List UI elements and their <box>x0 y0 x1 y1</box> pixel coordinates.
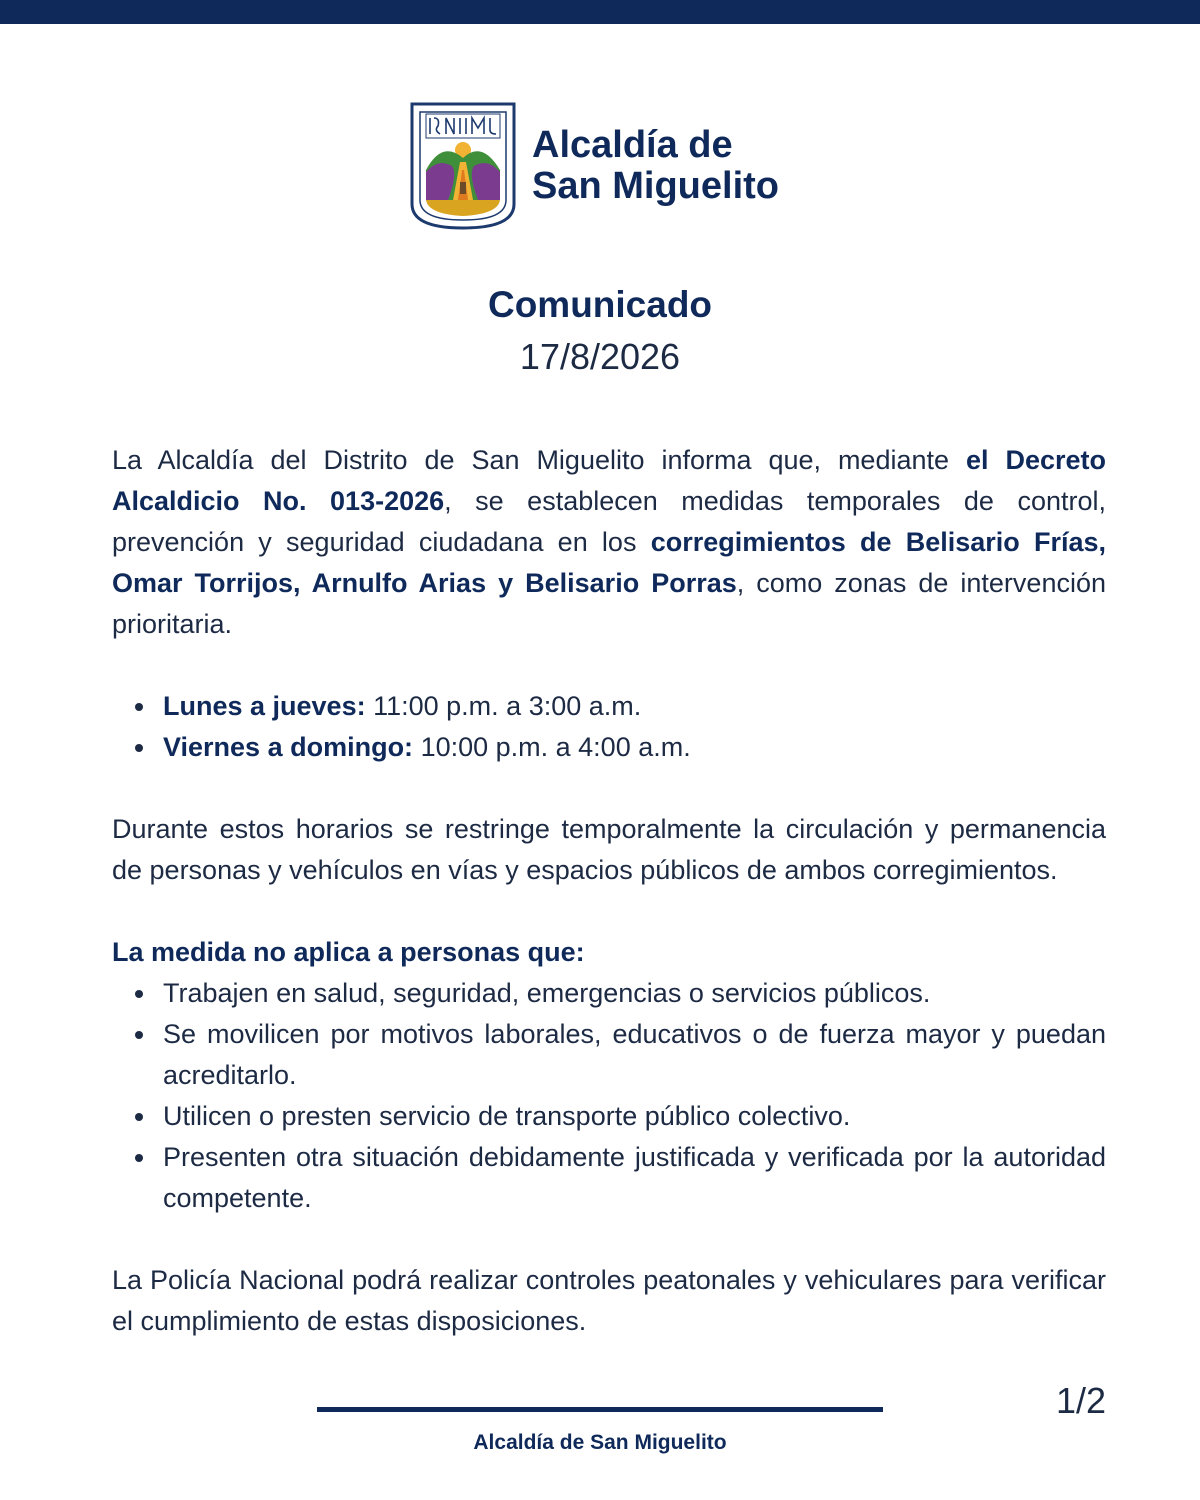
restriction-paragraph: Durante estos horarios se restringe temporalmente la circulación y permanencia de personas y vehículos en vías y espacios públicos de ambos corregimientos. <box>112 814 1106 885</box>
schedule-item <box>112 686 1106 727</box>
top-bar <box>0 0 1200 24</box>
schedule-value: 10:00 p.m. a 4:00 a.m. <box>413 732 691 762</box>
schedule-label: Viernes a domingo: <box>163 732 414 762</box>
document-body <box>112 440 1106 1342</box>
schedule-value: 11:00 p.m. a 3:00 a.m. <box>365 691 642 721</box>
schedule-label: Lunes a jueves: <box>163 691 366 721</box>
footer-divider <box>317 1407 883 1412</box>
header-title-line1: Alcaldía de <box>532 124 733 166</box>
header-title-line2: San Miguelito <box>532 165 779 207</box>
header-title <box>532 125 779 207</box>
intro-text-1: La Alcaldía del Distrito de San Miguelito informa que, mediante <box>112 445 966 475</box>
police-paragraph: La Policía Nacional podrá realizar controles peatonales y vehiculares para verificar el cumplimiento de estas disposiciones. <box>112 1265 1106 1336</box>
decree-reference: el Decreto Alcaldicio No. 013-2026 <box>112 445 1106 516</box>
district-seal-logo <box>408 100 518 232</box>
footer-text: Alcaldía de San Miguelito <box>473 1431 727 1454</box>
header <box>408 100 779 232</box>
districts-list: corregimientos de Belisario Frías, Omar Torrijos, Arnulfo Arias y Belisario Porras <box>112 527 1107 598</box>
exception-item: Presenten otra situación debidamente justificada y verificada por la autoridad competente. <box>112 1137 1106 1219</box>
intro-paragraph <box>112 440 1106 645</box>
document-date: 17/8/2026 <box>519 336 681 377</box>
intro-text-2: , se establecen medidas temporales de control, prevención y seguridad ciudadana en los <box>112 486 1106 557</box>
intro-text-3: , como zonas de intervención prioritaria. <box>112 568 1106 639</box>
exceptions-heading: La medida no aplica a personas que: <box>112 937 585 967</box>
exception-item: Se movilicen por motivos laborales, educativos o de fuerza mayor y puedan acreditarlo. <box>112 1014 1106 1096</box>
schedule-list <box>112 686 1106 768</box>
exceptions-list <box>112 973 1106 1219</box>
document-title: Comunicado <box>487 284 713 325</box>
page-number: 1/2 <box>1055 1380 1106 1421</box>
schedule-item <box>112 727 1106 768</box>
exception-item: Trabajen en salud, seguridad, emergencias o servicios públicos. <box>112 973 1106 1014</box>
exception-item: Utilicen o presten servicio de transporte público colectivo. <box>112 1096 1106 1137</box>
